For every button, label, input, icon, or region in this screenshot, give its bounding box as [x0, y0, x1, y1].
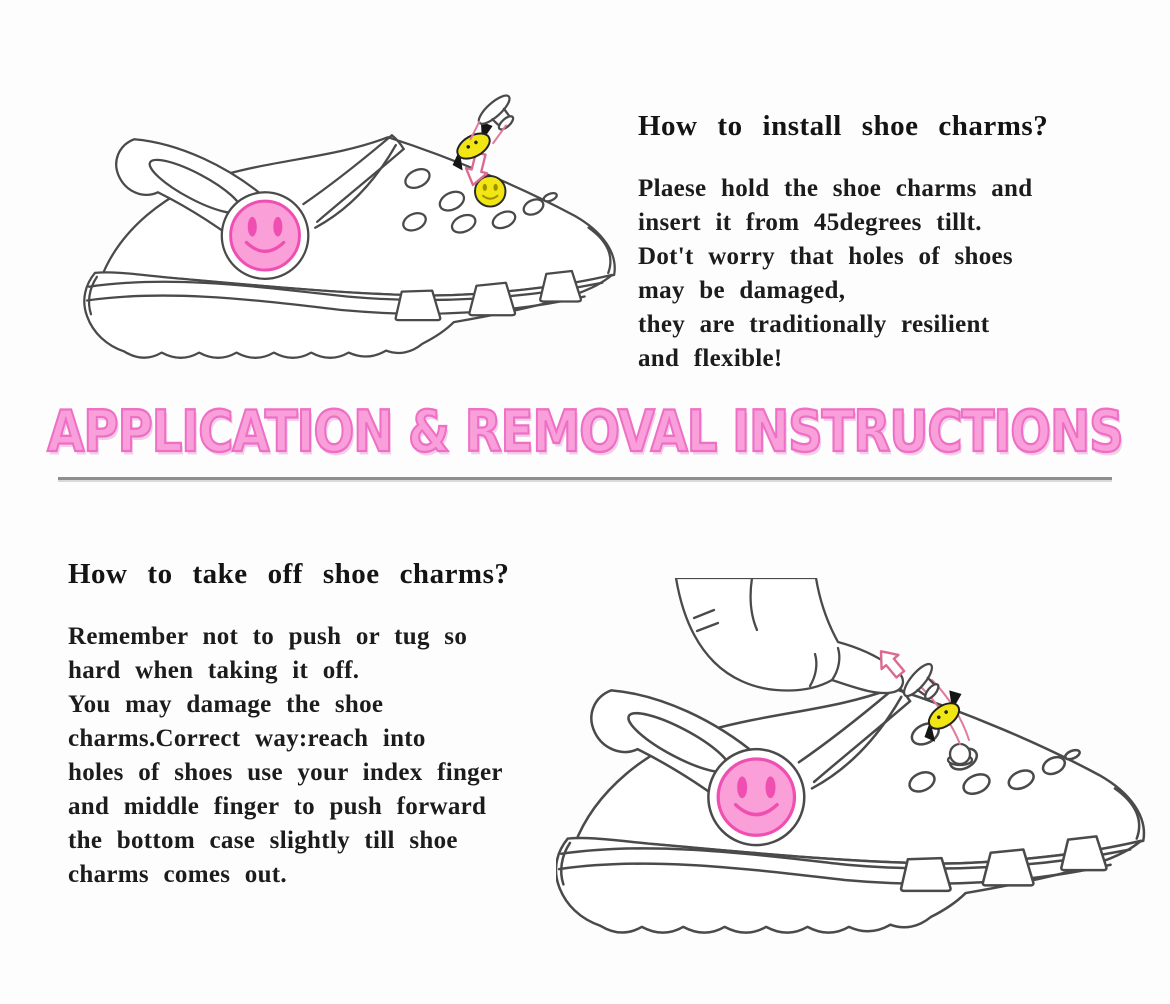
divider-line [58, 477, 1112, 480]
removal-line: charms.Correct way:reach into [68, 725, 426, 752]
removal-line: You may damage the shoe [68, 691, 384, 718]
install-line: they are traditionally resilient [638, 311, 990, 338]
removal-text [68, 558, 509, 892]
install-body [638, 172, 1048, 376]
removal-line: charms comes out. [68, 861, 287, 888]
charm-button [948, 744, 972, 765]
removal-line: the bottom case slightly till shoe [68, 827, 458, 854]
title-banner: APPLICATION & REMOVAL INSTRUCTIONS [47, 399, 1123, 466]
removal-line: and middle finger to push forward [68, 793, 487, 820]
hand-illustration [676, 578, 903, 693]
install-line: insert it from 45degrees tillt. [638, 209, 982, 236]
removal-illustration [556, 578, 1168, 1000]
removal-body [68, 620, 509, 892]
install-line: and flexible! [638, 345, 783, 372]
install-illustration [32, 92, 622, 387]
removal-heading: How to take off shoe charms? [68, 558, 510, 590]
install-text [638, 110, 1048, 376]
install-line: Dot't worry that holes of shoes [638, 243, 1013, 270]
install-line: Plaese hold the shoe charms and [638, 175, 1033, 202]
removal-line: hard when taking it off. [68, 657, 360, 684]
install-heading: How to install shoe charms? [638, 110, 1049, 142]
removal-line: holes of shoes use your index finger [68, 759, 503, 786]
removal-line: Remember not to push or tug so [68, 623, 468, 650]
install-line: may be damaged, [638, 277, 846, 304]
